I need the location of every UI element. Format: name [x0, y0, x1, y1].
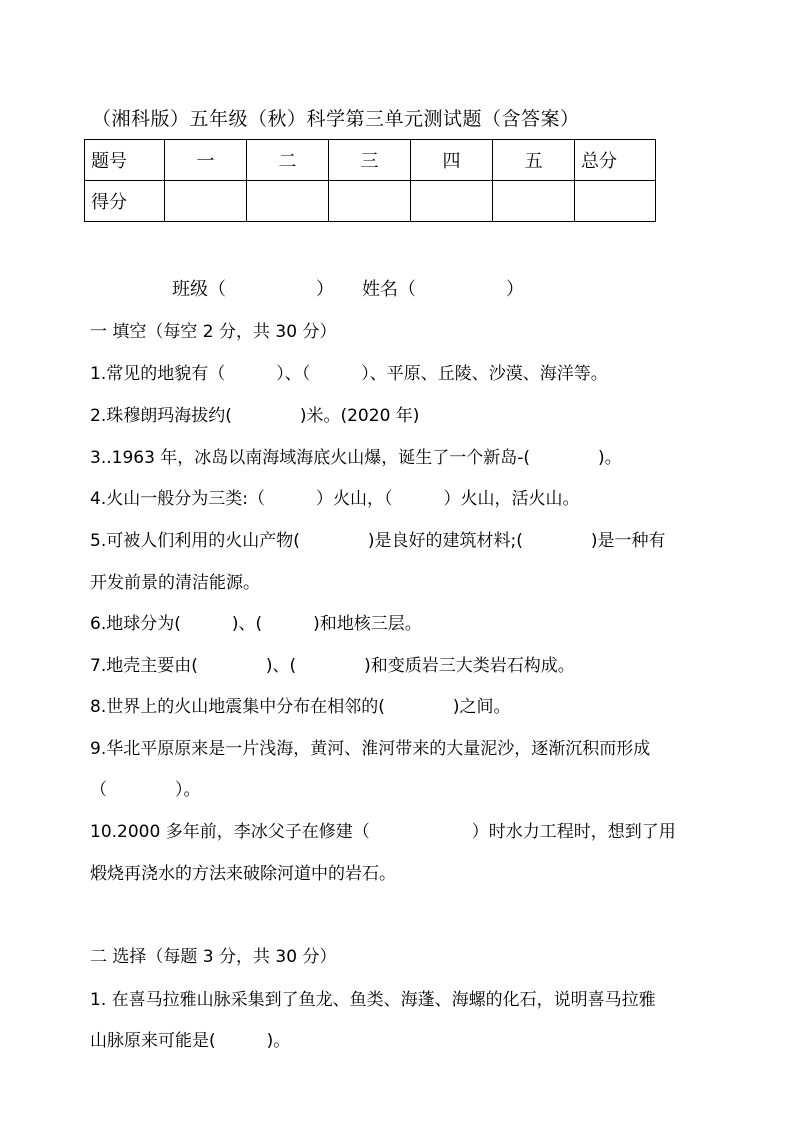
question-line: 开发前景的清洁能源。	[90, 573, 260, 593]
section-heading: 一 填空（每空 2 分，共 30 分）	[90, 322, 337, 342]
question-line: 1. 在喜马拉雅山脉采集到了鱼龙、鱼类、海蓬、海螺的化石，说明喜马拉雅	[90, 990, 656, 1010]
question-line: 4.火山一般分为三类:（ ）火山，（ ）火山，活火山。	[90, 489, 580, 509]
name-field-label: 姓名（ ）	[362, 279, 524, 300]
question-line: 3..1963 年，冰岛以南海域海底火山爆，诞生了一个新岛-( )。	[90, 448, 622, 468]
question-line: 1.常见的地貌有（ ）、（ ）、平原、丘陵、沙漠、海洋等。	[90, 364, 608, 384]
class-field-label: 班级（ ）	[172, 279, 334, 300]
page-title: （湘科版）五年级（秋）科学第三单元测试题（含答案）	[92, 108, 580, 130]
question-line: 9.华北平原原来是一片浅海，黄河、淮河带来的大量泥沙，逐渐沉积而形成	[90, 739, 651, 759]
question-line: （ ）。	[90, 780, 201, 800]
score-table	[84, 139, 656, 222]
table-header-cell: 五	[493, 140, 575, 181]
score-cell	[411, 181, 493, 222]
table-header-cell: 四	[411, 140, 493, 181]
table-header-cell: 题号	[85, 140, 165, 181]
question-line: 7.地壳主要由( )、( )和变质岩三大类岩石构成。	[90, 656, 575, 676]
question-line: 8.世界上的火山地震集中分布在相邻的( )之间。	[90, 697, 511, 717]
table-header-cell: 一	[165, 140, 247, 181]
score-table-score-row	[85, 181, 656, 222]
question-line: 6.地球分为( )、( )和地核三层。	[90, 614, 422, 634]
question-line: 10.2000 多年前，李冰父子在修建（ ）时水力工程时，想到了用	[90, 822, 676, 842]
question-line: 山脉原来可能是( )。	[90, 1031, 291, 1051]
question-line: 5.可被人们利用的火山产物( )是良好的建筑材料;( )是一种有	[90, 531, 666, 551]
table-header-cell: 总分	[575, 140, 656, 181]
score-cell	[575, 181, 656, 222]
score-cell	[247, 181, 329, 222]
score-table-header-row	[85, 140, 656, 181]
table-header-cell: 二	[247, 140, 329, 181]
score-cell	[493, 181, 575, 222]
table-row-label: 得分	[85, 181, 165, 222]
question-line: 煅烧再浇水的方法来破除河道中的岩石。	[90, 864, 396, 884]
score-cell	[329, 181, 411, 222]
section-heading: 二 选择（每题 3 分，共 30 分）	[90, 947, 337, 967]
table-header-cell: 三	[329, 140, 411, 181]
score-cell	[165, 181, 247, 222]
question-line: 2.珠穆朗玛海拔约( )米。(2020 年)	[90, 406, 420, 426]
